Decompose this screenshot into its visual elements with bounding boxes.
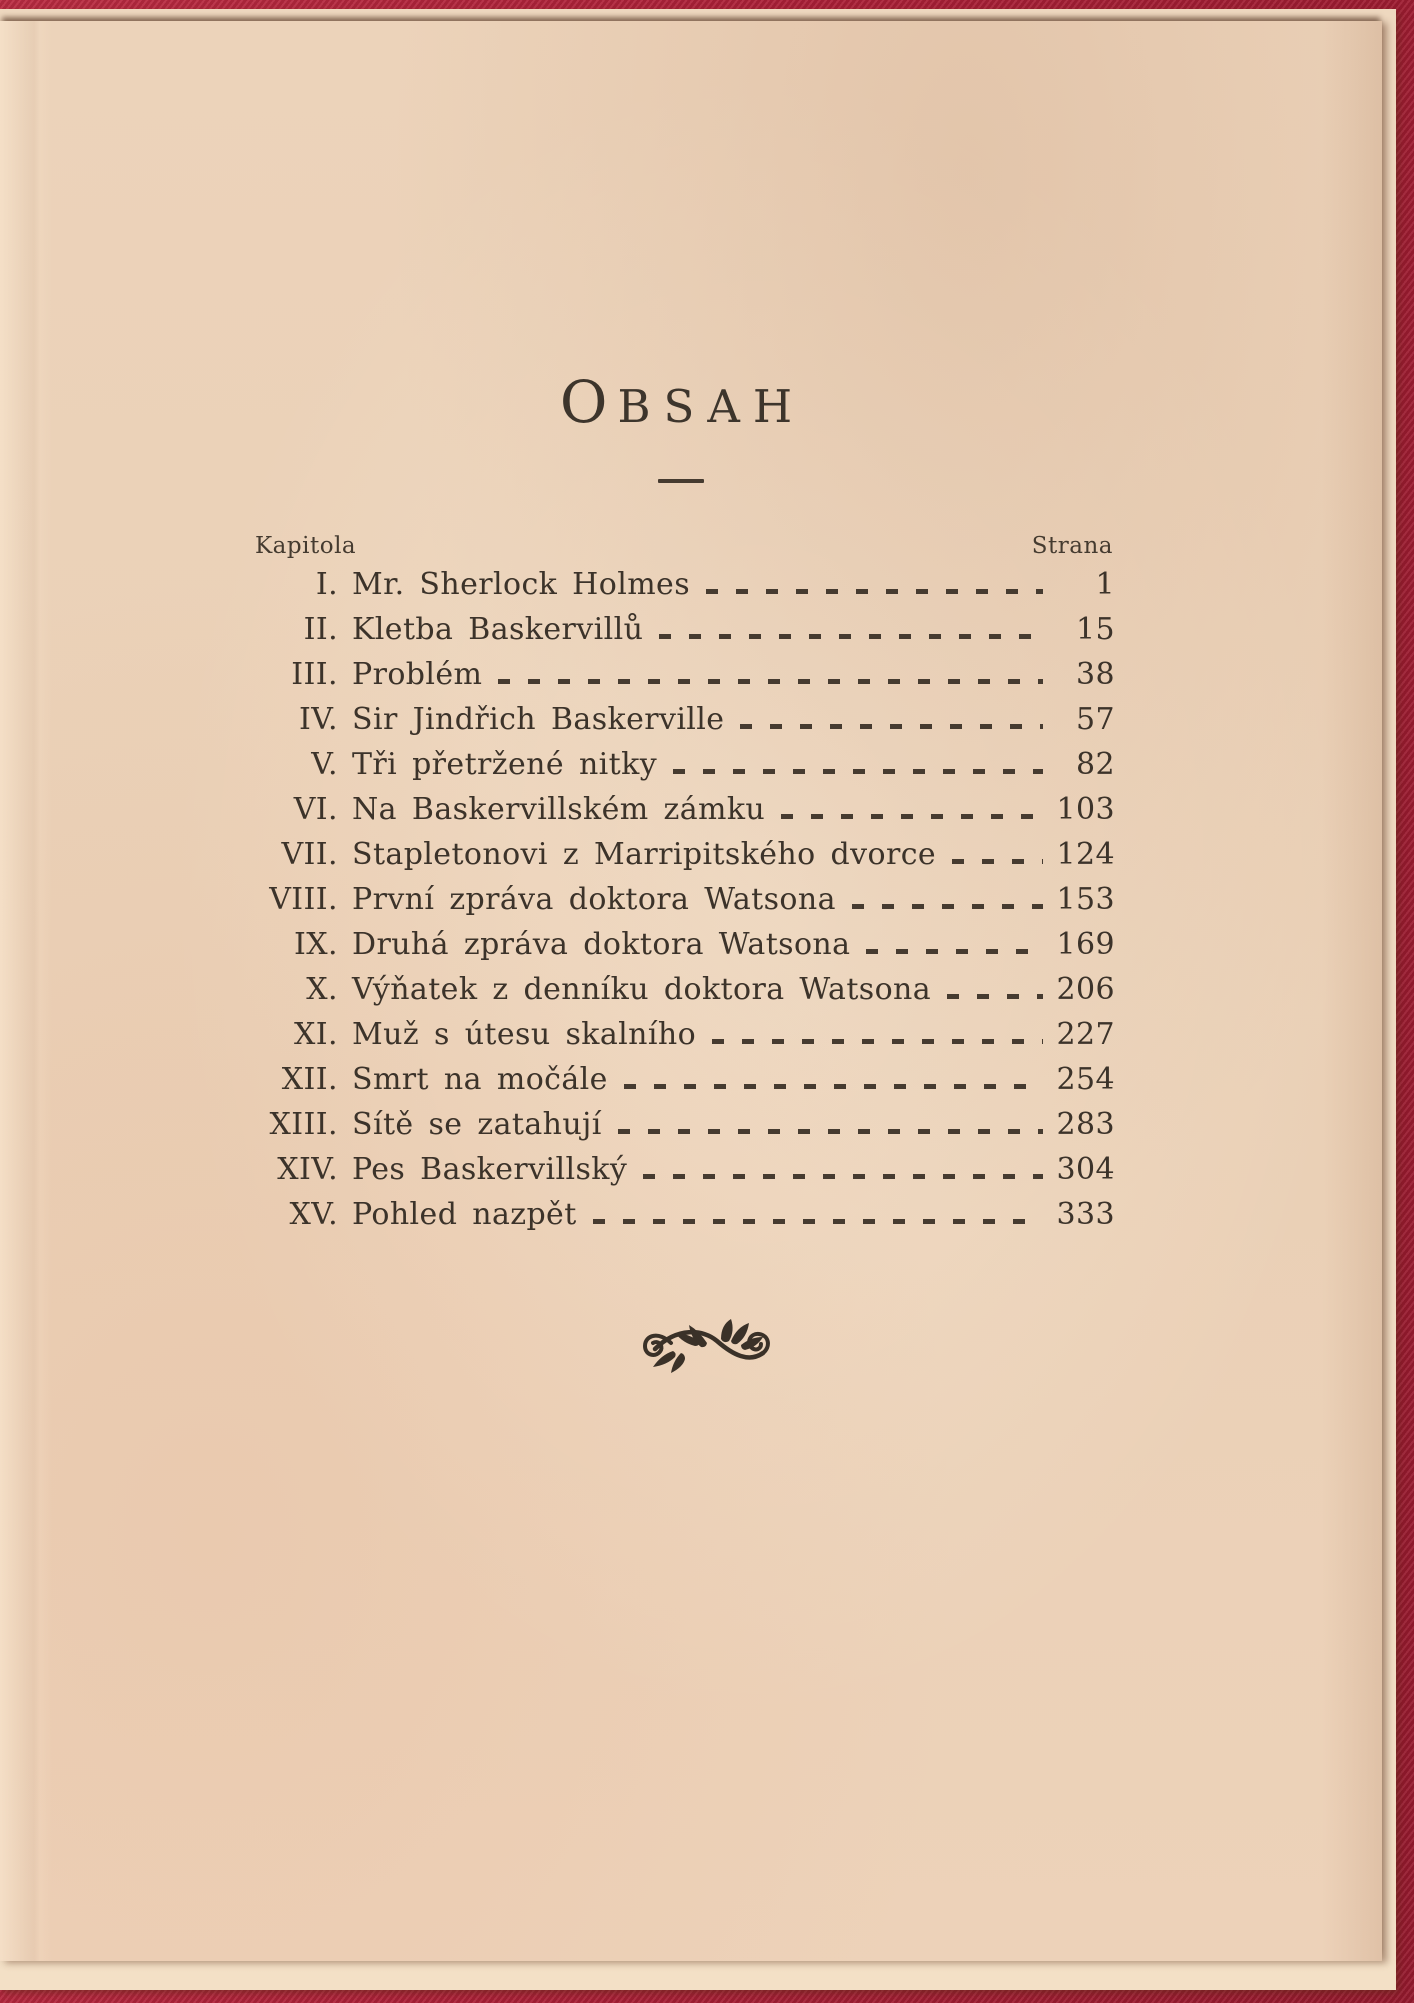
dash-leader <box>852 904 1043 909</box>
chapter-page: 38 <box>1076 657 1115 692</box>
toc-row <box>250 927 1115 972</box>
toc-content <box>250 21 1115 1961</box>
dash-leader <box>624 1084 1043 1089</box>
chapter-title: Mr. Sherlock Holmes <box>352 567 690 602</box>
chapter-title: Výňatek z denníku doktora Watsona <box>352 972 932 1007</box>
dash-leader <box>593 1219 1043 1224</box>
chapter-page: 206 <box>1056 972 1115 1007</box>
chapter-title: Na Baskervillském zámku <box>352 792 766 827</box>
page-title <box>250 368 1115 436</box>
chapter-numeral: VIII. <box>269 882 338 917</box>
dash-leader <box>712 1039 1042 1044</box>
dash-leader <box>659 634 1043 639</box>
dash-leader <box>643 1174 1042 1179</box>
chapter-title: Stapletonovi z Marripitského dvorce <box>352 837 937 872</box>
chapter-numeral: XI. <box>294 1017 338 1052</box>
chapter-numeral: VI. <box>293 792 338 827</box>
chapter-title: Smrt na močále <box>352 1062 608 1097</box>
dash-leader <box>947 994 1042 999</box>
chapter-numeral: XV. <box>289 1197 338 1232</box>
chapter-page: 1 <box>1095 567 1115 602</box>
chapter-page: 227 <box>1056 1017 1115 1052</box>
toc-row <box>250 1062 1115 1107</box>
chapter-page: 254 <box>1056 1062 1115 1097</box>
chapter-page: 333 <box>1056 1197 1115 1232</box>
chapter-numeral: II. <box>303 612 338 647</box>
column-header-chapter: Kapitola <box>255 533 357 559</box>
page-title-initial: O <box>559 368 618 436</box>
dash-leader <box>673 769 1043 774</box>
toc-row <box>250 1107 1115 1152</box>
page-title-rest: BSAH <box>617 380 806 433</box>
chapter-title: Sir Jindřich Baskerville <box>352 702 725 737</box>
chapter-title: Tři přetržené nitky <box>352 747 658 782</box>
chapter-numeral: IX. <box>294 927 338 962</box>
dash-leader <box>781 814 1042 819</box>
chapter-page: 57 <box>1076 702 1115 737</box>
dash-leader <box>706 589 1043 594</box>
chapter-page: 103 <box>1056 792 1115 827</box>
chapter-numeral: X. <box>306 972 338 1007</box>
toc-list <box>250 567 1115 1242</box>
chapter-title: Sítě se zatahují <box>352 1107 602 1142</box>
chapter-numeral: III. <box>291 657 338 692</box>
toc-row <box>250 1152 1115 1197</box>
toc-row <box>250 702 1115 747</box>
toc-row <box>250 1017 1115 1062</box>
book-page <box>0 21 1382 1961</box>
chapter-numeral: IV. <box>298 702 338 737</box>
toc-row <box>250 837 1115 882</box>
chapter-numeral: XIII. <box>269 1107 338 1142</box>
chapter-title: Problém <box>352 657 483 692</box>
chapter-page: 15 <box>1076 612 1115 647</box>
toc-row <box>250 657 1115 702</box>
toc-row <box>250 567 1115 612</box>
chapter-title: Kletba Baskervillů <box>352 612 644 647</box>
toc-row <box>250 1197 1115 1242</box>
chapter-page: 82 <box>1076 747 1115 782</box>
dash-leader <box>618 1129 1043 1134</box>
dash-leader <box>740 724 1043 729</box>
chapter-title: Muž s útesu skalního <box>352 1017 697 1052</box>
toc-row <box>250 792 1115 837</box>
toc-row <box>250 612 1115 657</box>
chapter-numeral: XII. <box>281 1062 338 1097</box>
dash-leader <box>866 949 1042 954</box>
chapter-numeral: VII. <box>281 837 338 872</box>
chapter-page: 304 <box>1056 1152 1115 1187</box>
chapter-numeral: I. <box>315 567 338 602</box>
chapter-title: Druhá zpráva doktora Watsona <box>352 927 851 962</box>
column-header-page: Strana <box>1031 533 1113 559</box>
dash-leader <box>952 859 1042 864</box>
chapter-title: Pes Baskervillský <box>352 1152 628 1187</box>
chapter-title: První zpráva doktora Watsona <box>352 882 836 917</box>
chapter-page: 153 <box>1056 882 1115 917</box>
chapter-page: 124 <box>1056 837 1115 872</box>
title-divider <box>658 479 704 483</box>
toc-row <box>250 747 1115 792</box>
toc-row <box>250 972 1115 1017</box>
floral-flourish-icon <box>637 1319 783 1385</box>
toc-header <box>255 533 1113 559</box>
chapter-page: 283 <box>1056 1107 1115 1142</box>
dash-leader <box>498 679 1043 684</box>
chapter-numeral: XIV. <box>277 1152 338 1187</box>
toc-row <box>250 882 1115 927</box>
chapter-numeral: V. <box>311 747 338 782</box>
chapter-page: 169 <box>1056 927 1115 962</box>
chapter-title: Pohled nazpět <box>352 1197 577 1232</box>
